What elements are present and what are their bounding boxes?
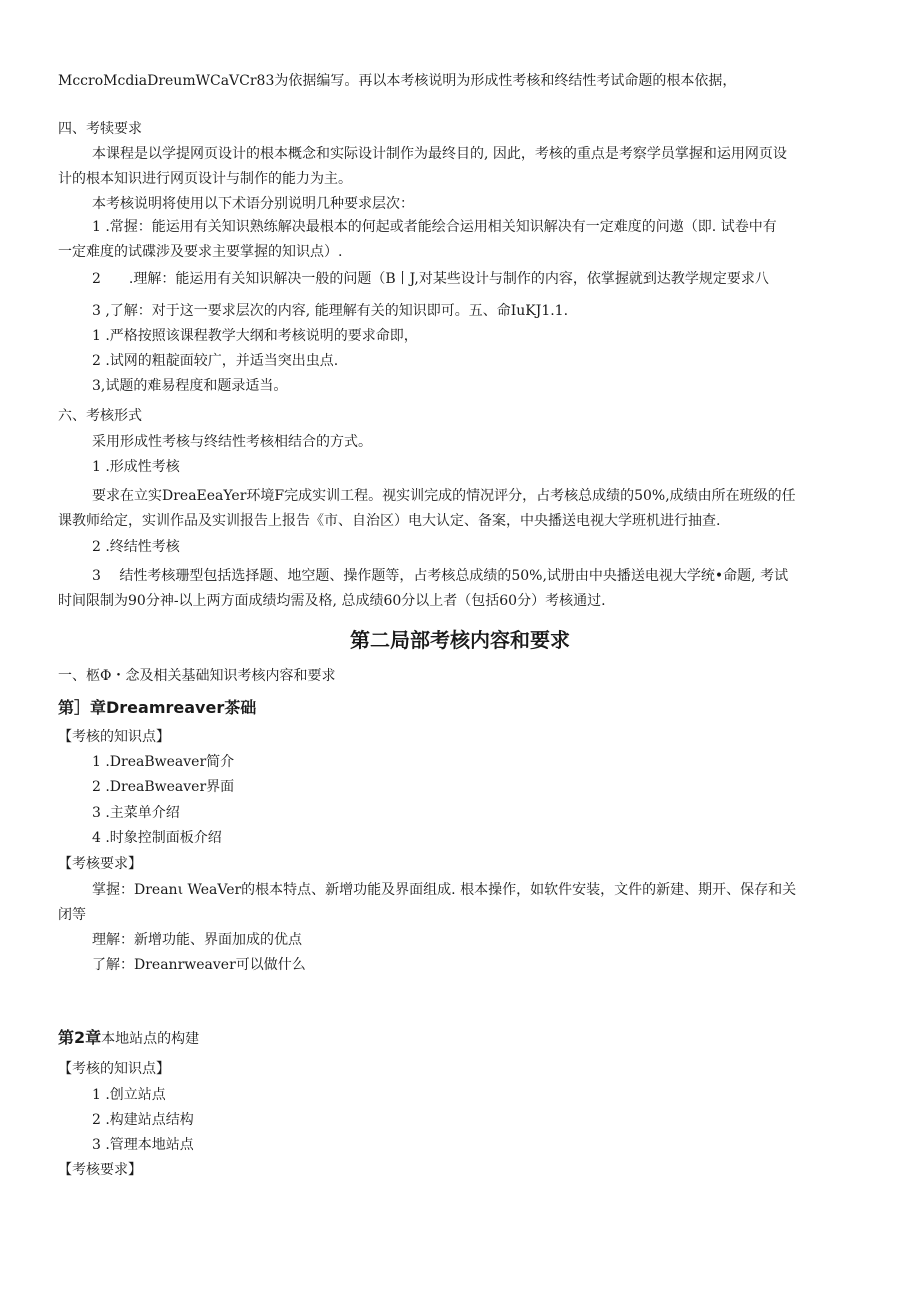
chapter1-kp-item: 4 .时象控制面板介绍: [92, 830, 222, 846]
chapter1-kp-item: 3 .主菜单介绍: [92, 805, 180, 821]
chapter1-kp-label: 【考核的知识点】: [58, 729, 170, 745]
chapter1-know: 了解：Dreanrweaver可以做什么: [92, 957, 306, 973]
part2-intro: 一、柩Φ・念及相关基础知识考核内容和要求: [58, 668, 336, 684]
summative-text-a: 3 结性考核珊型包括选择题、地空题、操作题等，占考核总成绩的50%,试册由中央播送电视大学统•命题, 考试: [92, 568, 789, 584]
level-understand: 2 .理解：能运用有关知识解决一般的问题（B丨J,对某些设计与制作的内容，依掌握就到达教学规定要求八: [92, 271, 769, 287]
section4-paragraph2: 本考核说明将使用以下术语分别说明几种要求层次：: [92, 196, 414, 212]
formative-heading: 1 .形成性考核: [92, 459, 180, 475]
chapter2-kp-item: 3 .管理本地站点: [92, 1137, 194, 1153]
level-master-b: 一定难度的试碟涉及要求主要掌握的知识点）.: [58, 244, 343, 260]
chapter2-kp-item: 1 .创立站点: [92, 1087, 166, 1103]
formative-text-b: 课教师给定，实训作品及实训报告上报告《市、自治区）电大认定、备案，中央播送电视大学班机进行抽查.: [58, 513, 721, 529]
chapter1-kp-item: 1 .DreaBweaver简介: [92, 754, 235, 770]
rule-2: 2 .试网的粗靛面较广，并适当突出虫点.: [92, 353, 339, 369]
intro-line: McсroMсdiaDreumWCaVCr83为依据编写。再以本考核说明为形成性考核和终结性考试命题的根本依据，: [58, 73, 737, 89]
chapter1-master-b: 闭等: [58, 907, 86, 923]
chapter1-kp-item: 2 .DreaBweaver界面: [92, 779, 235, 795]
chapter2-heading-title: 本地站点的构建: [101, 1031, 200, 1047]
chapter1-req-label: 【考核要求】: [58, 856, 142, 872]
chapter2-kp-label: 【考核的知识点】: [58, 1061, 170, 1077]
chapter1-master-a: 掌握：Dreanι WeaVer的根本特点、新增功能及界面组成. 根本操作，如软件安装，文件的新建、期开、保存和关: [92, 882, 797, 898]
summative-text-b: 时间限制为90分神-以上两方面成绩均需及格, 总成绩60分以上者（包括60分）考核通过.: [58, 593, 606, 609]
level-know: 3 ,了解：对于这一要求层次的内容, 能理解有关的知识即可。五、命IuKJ1.1.: [92, 303, 569, 319]
chapter1-understand: 理解：新增功能、界面加成的优点: [92, 932, 302, 948]
chapter2-heading: [58, 1028, 199, 1049]
chapter2-kp-item: 2 .构建站点结构: [92, 1112, 194, 1128]
summative-heading: 2 .终结性考核: [92, 539, 180, 555]
part2-title: 第二局部考核内容和要求: [350, 628, 570, 652]
rule-3: 3,试题的难易程度和题录适当。: [92, 378, 288, 394]
chapter1-heading: 第］章Dreamreaver茶础: [58, 698, 257, 717]
chapter2-heading-number: 第2章: [58, 1028, 102, 1047]
chapter2-req-label: 【考核要求】: [58, 1162, 142, 1178]
level-master-a: 1 .常握：能运用有关知识熟练解决最根本的何起或者能绘合运用相关知识解决有一定难度的问遨（即. 试卷中有: [92, 219, 777, 235]
formative-text-a: 要求在立实DreaEeaYer环境F完成实训工程。视实训完成的情况评分，占考核总成绩的50%,成绩由所在班级的任: [92, 488, 796, 504]
section6-paragraph1: 采用形成性考核与终结性考核相结合的方式。: [92, 434, 372, 450]
section4-heading: 四、考犊要求: [58, 121, 142, 137]
section6-heading: 六、考核形式: [58, 408, 142, 424]
section4-paragraph1-a: 本课程是以学提网页设计的根本概念和实际设计制作为最终目的, 因此，考核的重点是考察学员掌握和运用网页设: [92, 146, 787, 162]
section4-paragraph1-b: 计的根本知识进行网页设计与制作的能力为主。: [58, 171, 352, 187]
rule-1: 1 .严格按照该课程教学大纲和考核说明的要求命即，: [92, 328, 418, 344]
